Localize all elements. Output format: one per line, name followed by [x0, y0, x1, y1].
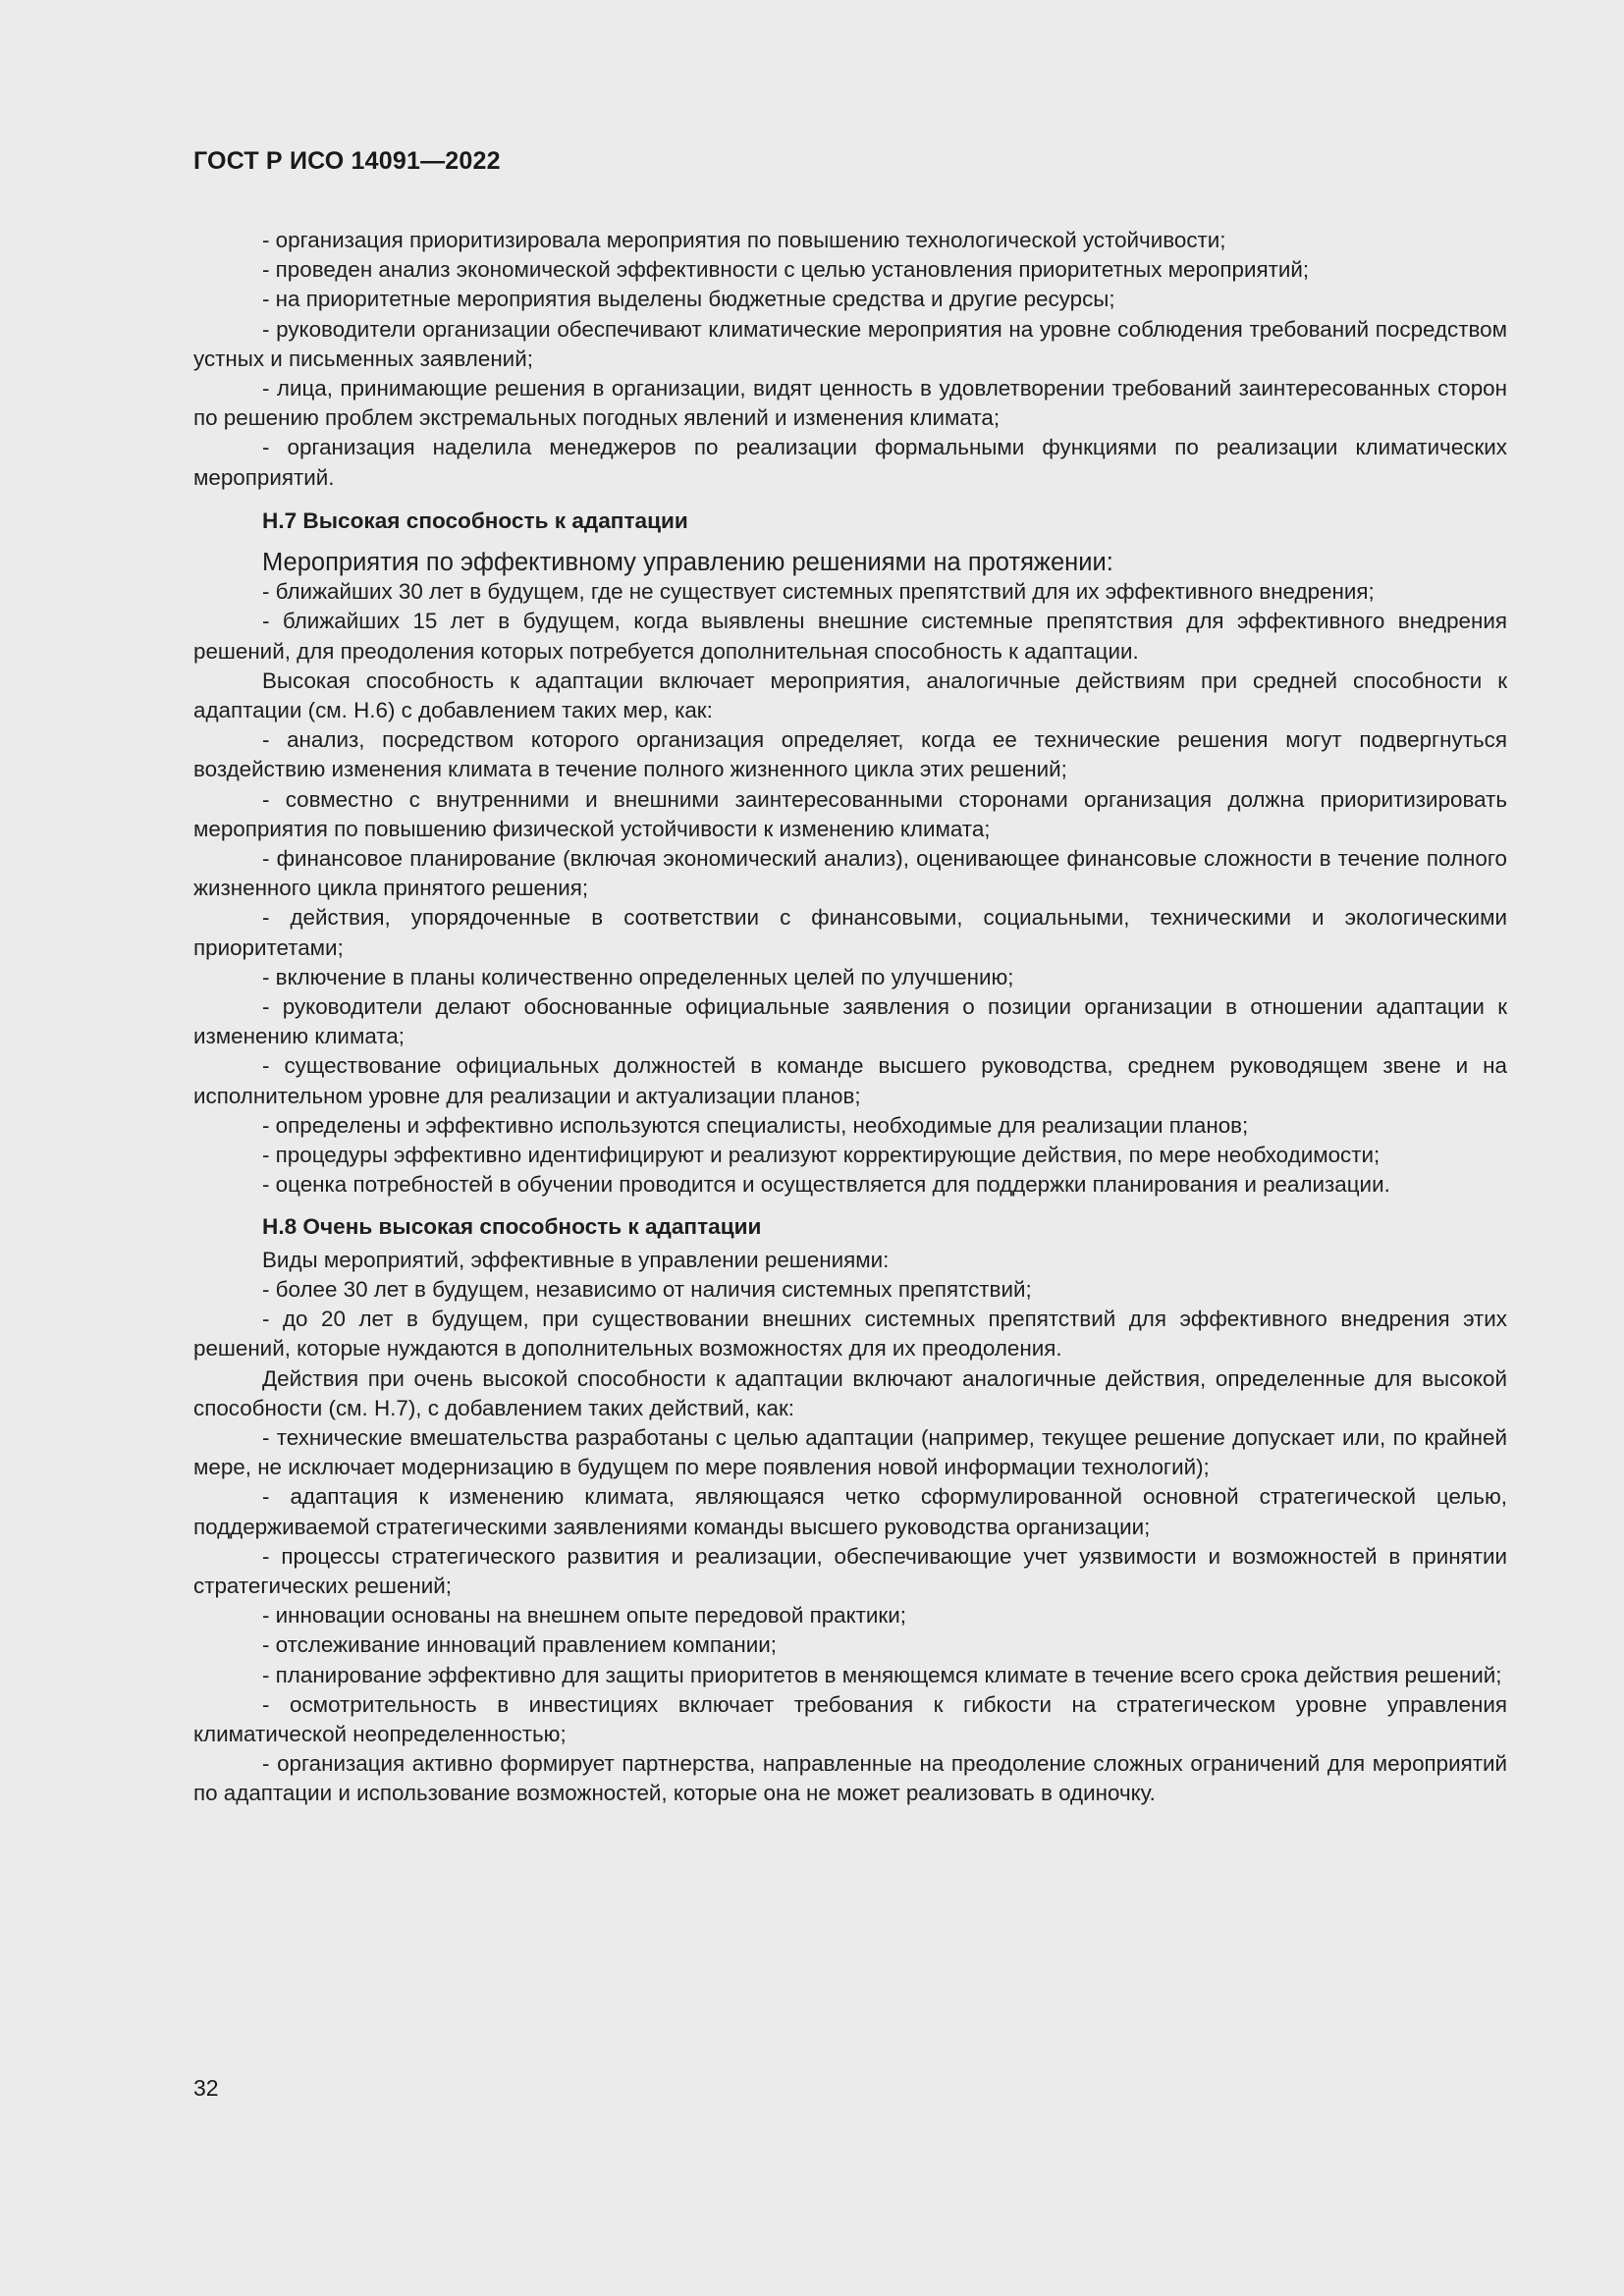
paragraph: - организация приоритизировала мероприятия по повышению технологической устойчивости;: [262, 228, 1226, 252]
paragraph: Высокая способность к адаптации включает мероприятия, аналогичные действиям при средней способности к адаптации (см. Н.6) с добавлением таких мер, как:: [193, 667, 1507, 723]
page-number: 32: [193, 2075, 219, 2101]
paragraph: - организация наделила менеджеров по реализации формальными функциями по реализации климатических мероприятий.: [193, 435, 1507, 490]
paragraph: - руководители организации обеспечивают климатические мероприятия на уровне соблюдения требований посредством устных и письменных заявлений;: [193, 316, 1507, 371]
document-header: ГОСТ Р ИСО 14091—2022: [193, 147, 501, 175]
paragraph: - планирование эффективно для защиты приоритетов в меняющемся климате в течение всего срока действия решений;: [262, 1662, 1502, 1687]
paragraph: Мероприятия по эффективному управлению решениями на протяжении:: [262, 549, 1113, 577]
paragraph: - оценка потребностей в обучении проводится и осуществляется для поддержки планирования и реализации.: [262, 1172, 1390, 1198]
paragraph: - совместно с внутренними и внешними заинтересованными сторонами организация должна приоритизировать мероприятия по повышению физической устойчивости к изменению климата;: [193, 786, 1507, 841]
paragraph: - процедуры эффективно идентифицируют и реализуют корректирующие действия, по мере необходимости;: [262, 1143, 1380, 1168]
paragraph: - проведен анализ экономической эффективности с целью установления приоритетных мероприятий;: [262, 257, 1310, 283]
paragraph: - организация активно формирует партнерства, направленные на преодоление сложных ограничений для мероприятий по адаптации и использование возможностей, которые она не может реализовать в одиночку.: [193, 1751, 1507, 1806]
paragraph: Действия при очень высокой способности к адаптации включают аналогичные действия, определенные для высокой способности (см. Н.7), с добавлением таких действий, как:: [193, 1365, 1507, 1420]
paragraph: - осмотрительность в инвестициях включает требования к гибкости на стратегическом уровне управления климатической неопределенностью;: [193, 1691, 1507, 1746]
paragraph: - определены и эффективно используются специалисты, необходимые для реализации планов;: [262, 1112, 1249, 1138]
paragraph: - включение в планы количественно определенных целей по улучшению;: [262, 964, 1014, 989]
paragraph: - адаптация к изменению климата, являющаяся четко сформулированной основной стратегической целью, поддерживаемой стратегическими заявлениями команды высшего руководства организации;: [193, 1484, 1507, 1539]
document-body: [193, 226, 1507, 1809]
paragraph: - действия, упорядоченные в соответствии с финансовыми, социальными, техническими и экологическими приоритетами;: [193, 905, 1507, 960]
paragraph: - до 20 лет в будущем, при существовании внешних системных препятствий для эффективного внедрения этих решений, которые нуждаются в дополнительных возможностях для их преодоления.: [193, 1307, 1507, 1362]
paragraph: - финансовое планирование (включая экономический анализ), оценивающее финансовые сложности в течение полного жизненного цикла принятого решения;: [193, 846, 1507, 901]
section-heading: Н.8 Очень высокая способность к адаптации: [262, 1213, 762, 1239]
section-heading: Н.7 Высокая способность к адаптации: [262, 507, 688, 533]
paragraph: - технические вмешательства разработаны с целью адаптации (например, текущее решение допускает или, по крайней мере, не исключает модернизацию в будущем по мере появления новой информации технологий);: [193, 1424, 1507, 1480]
paragraph: - ближайших 15 лет в будущем, когда выявлены внешние системные препятствия для эффективного внедрения решений, для преодоления которых потребуется дополнительная способность к адаптации.: [193, 609, 1507, 664]
paragraph: - анализ, посредством которого организация определяет, когда ее технические решения могут подвергнуться воздействию изменения климата в течение полного жизненного цикла этих решений;: [193, 727, 1507, 782]
paragraph: - отслеживание инноваций правлением компании;: [262, 1632, 778, 1658]
paragraph: - инновации основаны на внешнем опыте передовой практики;: [262, 1603, 906, 1629]
paragraph: - руководители делают обоснованные официальные заявления о позиции организации в отношении адаптации к изменению климата;: [193, 994, 1507, 1049]
paragraph: - процессы стратегического развития и реализации, обеспечивающие учет уязвимости и возможностей в принятии стратегических решений;: [193, 1543, 1507, 1598]
paragraph: - на приоритетные мероприятия выделены бюджетные средства и другие ресурсы;: [262, 287, 1115, 312]
paragraph: - лица, принимающие решения в организации, видят ценность в удовлетворении требований заинтересованных сторон по решению проблем экстремальных погодных явлений и изменения климата;: [193, 376, 1507, 431]
paragraph: - более 30 лет в будущем, независимо от наличия системных препятствий;: [262, 1276, 1032, 1302]
paragraph: Виды мероприятий, эффективные в управлении решениями:: [262, 1247, 890, 1272]
paragraph: - существование официальных должностей в команде высшего руководства, среднем руководящем звене и на исполнительном уровне для реализации и актуализации планов;: [193, 1053, 1507, 1108]
paragraph: - ближайших 30 лет в будущем, где не существует системных препятствий для их эффективного внедрения;: [262, 579, 1375, 605]
